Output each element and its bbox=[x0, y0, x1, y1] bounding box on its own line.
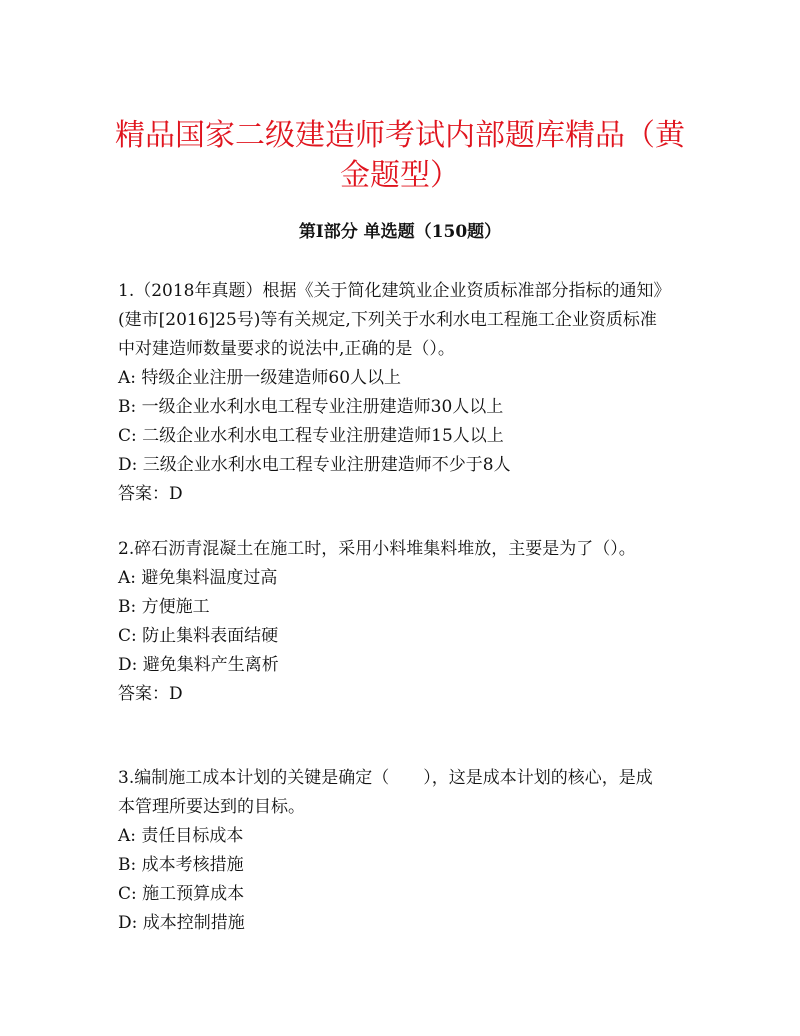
document-title bbox=[100, 116, 700, 196]
option-a: A: 特级企业注册一级建造师60人以上 bbox=[118, 368, 402, 388]
option-b: B: 一级企业水利水电工程专业注册建造师30人以上 bbox=[118, 397, 504, 417]
option-a: A: 避免集料温度过高 bbox=[118, 568, 278, 588]
option-c: C: 施工预算成本 bbox=[118, 884, 245, 904]
answer-text: 答案：D bbox=[118, 484, 183, 504]
question-stem: 1.（2018年真题）根据《关于简化建筑业企业资质标准部分指标的通知》(建市[2016]25号)等有关规定,下列关于水利水电工程施工企业资质标准中对建造师数量要求的说法中,正确的是（）。 bbox=[118, 281, 662, 359]
document-title-line-1: 精品国家二级建造师考试内部题库精品（黄 bbox=[115, 118, 685, 153]
question-1 bbox=[118, 277, 668, 509]
option-d: D: 三级企业水利水电工程专业注册建造师不少于8人 bbox=[118, 455, 511, 475]
option-b: B: 成本考核措施 bbox=[118, 855, 244, 875]
question-stem: 3.编制施工成本计划的关键是确定（ ），这是成本计划的核心，是成本管理所要达到的目标。 bbox=[118, 768, 653, 817]
option-c: C: 防止集料表面结硬 bbox=[118, 626, 279, 646]
answer-text: 答案：D bbox=[118, 684, 183, 704]
option-c: C: 二级企业水利水电工程专业注册建造师15人以上 bbox=[118, 426, 504, 446]
option-d: D: 成本控制措施 bbox=[118, 913, 245, 933]
question-2 bbox=[118, 535, 668, 709]
document-title-line-2: 金题型） bbox=[340, 158, 460, 193]
question-stem: 2.碎石沥青混凝土在施工时，采用小料堆集料堆放，主要是为了（）。 bbox=[118, 539, 636, 559]
option-a: A: 责任目标成本 bbox=[118, 826, 244, 846]
option-b: B: 方便施工 bbox=[118, 597, 210, 617]
option-d: D: 避免集料产生离析 bbox=[118, 655, 279, 675]
question-3 bbox=[118, 764, 668, 938]
section-heading: 第I部分 单选题（150题） bbox=[298, 222, 502, 242]
